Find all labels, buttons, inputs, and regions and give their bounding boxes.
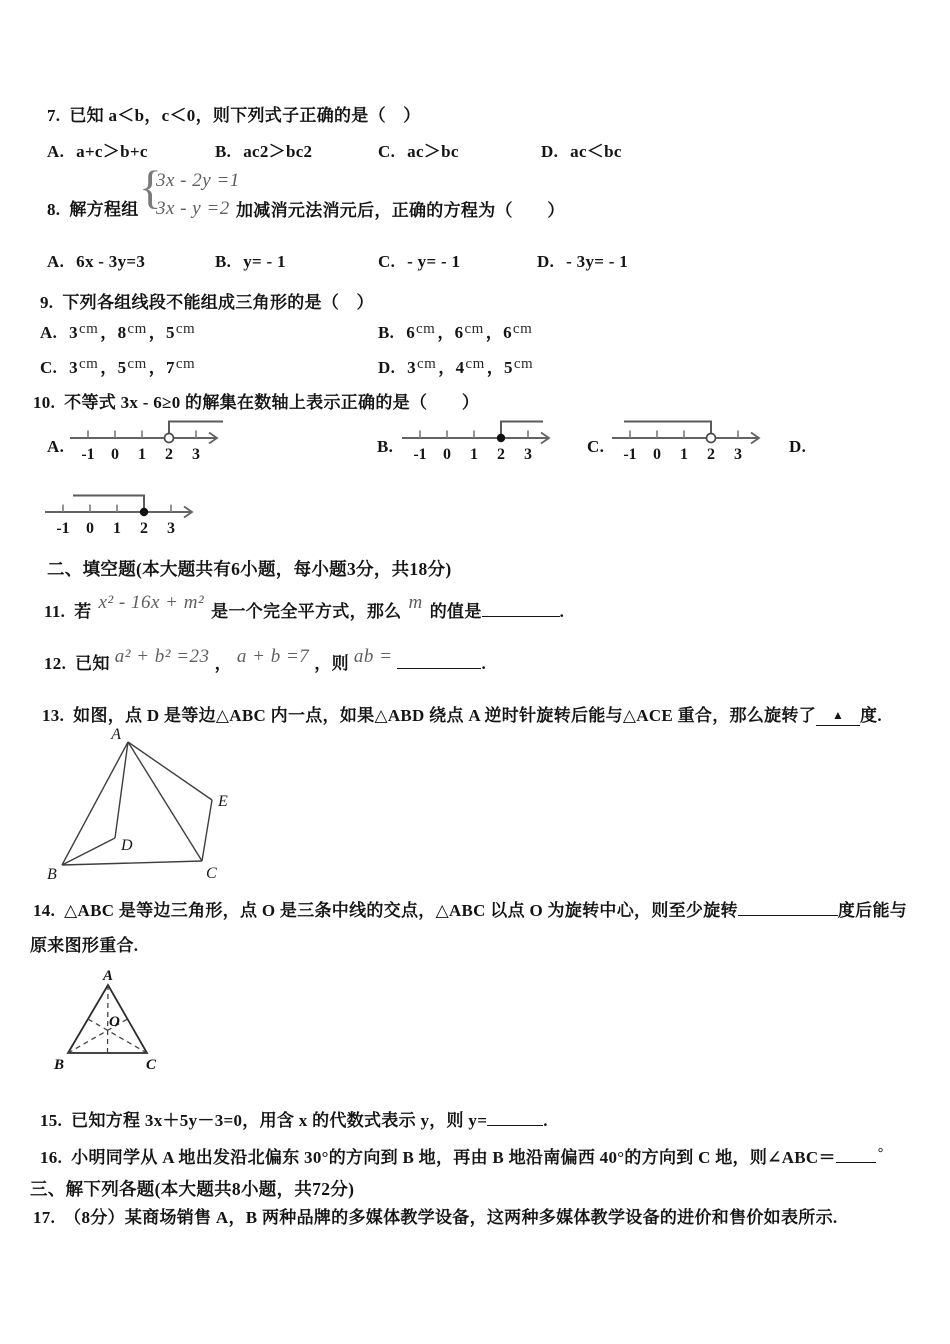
answer-blank <box>482 601 560 617</box>
unit-cm: cm <box>416 321 436 337</box>
option-label: B. <box>215 142 232 161</box>
length-value: 5 <box>504 358 513 377</box>
equation-2-text: 3x - y =2 <box>156 198 230 219</box>
length-value: 5 <box>166 323 175 342</box>
numberline-option-a <box>68 412 226 464</box>
question-number: 17. <box>33 1208 56 1227</box>
question-9-stem <box>40 288 374 313</box>
svg-text:2: 2 <box>497 446 505 463</box>
tick-labels <box>623 446 742 463</box>
separator: ， <box>148 358 167 377</box>
separator: ， <box>100 323 118 342</box>
option-text: ac＜bc <box>570 142 622 161</box>
question-number: 11. <box>44 602 66 621</box>
unit-cm: cm <box>127 356 147 372</box>
vertex-label-b: B <box>47 866 57 883</box>
option-text: y= - 1 <box>243 252 286 271</box>
period: . <box>543 1111 548 1130</box>
separator: ， <box>214 654 232 673</box>
svg-text:0: 0 <box>443 446 451 463</box>
svg-text:-1: -1 <box>413 446 427 463</box>
svg-text:-1: -1 <box>56 520 70 537</box>
question-number: 10. <box>33 393 56 412</box>
svg-text:3: 3 <box>192 446 200 463</box>
option-text: - y= - 1 <box>407 252 461 271</box>
question-text: 度. <box>860 706 882 725</box>
length-value: 4 <box>455 358 465 377</box>
q7-option-b <box>215 137 312 162</box>
separator: ， <box>438 358 456 377</box>
axis-group <box>402 422 549 444</box>
question-17 <box>33 1203 837 1228</box>
length-value: 6 <box>406 323 416 342</box>
svg-text:1: 1 <box>138 446 146 463</box>
answer-blank <box>836 1147 876 1163</box>
q8-option-c <box>378 252 460 272</box>
solution-ray-right <box>501 422 543 437</box>
question-text: 下列各组线段不能组成三角形的是（ ） <box>62 293 374 312</box>
question-text: 若 <box>74 602 92 621</box>
option-label: D. <box>541 142 559 161</box>
unit-cm: cm <box>78 356 99 372</box>
question-8-stem-post <box>236 196 565 221</box>
axis-group <box>45 496 192 518</box>
svg-text:3: 3 <box>524 446 532 463</box>
q9-option-c <box>40 353 197 378</box>
vertex-label-c: C <box>146 1057 157 1073</box>
separator: ， <box>486 358 505 377</box>
formula-a2-b2: a² + b² =23 <box>114 646 210 667</box>
length-value: 3 <box>407 358 416 377</box>
svg-text:3: 3 <box>734 446 742 463</box>
question-12 <box>44 646 487 675</box>
option-label: C. <box>40 358 58 377</box>
question-text: △ABC 是等边三角形，点 O 是三条中线的交点，△ABC 以点 O 为旋转中心，则至少旋转 <box>64 901 738 920</box>
option-text: 6x - 3y=3 <box>76 252 146 271</box>
vertex-label-d: D <box>121 837 133 854</box>
unit-cm: cm <box>175 356 196 372</box>
option-label: A. <box>40 323 58 342</box>
formula-ab: ab = <box>353 646 393 667</box>
axis-group <box>612 422 759 444</box>
vertex-label-a: A <box>111 726 121 743</box>
q8-option-b <box>215 252 286 272</box>
numberline-option-d <box>43 486 201 538</box>
length-value: 5 <box>117 358 127 377</box>
unit-cm: cm <box>513 356 534 372</box>
separator: ， <box>314 654 332 673</box>
separator: ， <box>100 358 118 377</box>
question-text: 加减消元法消元后，正确的方程为（ ） <box>236 201 565 220</box>
figure-edges <box>62 742 212 865</box>
option-label: C. <box>378 142 396 161</box>
q9-option-b <box>378 318 534 343</box>
option-text: ac＞bc <box>407 142 459 161</box>
degree-symbol: ° <box>877 1146 884 1161</box>
filled-dot-at-2 <box>497 434 505 442</box>
option-text: a+c＞b+c <box>76 142 148 161</box>
q8-option-d <box>537 252 628 272</box>
option-label: D. <box>537 252 555 271</box>
question-16 <box>40 1143 884 1168</box>
unit-cm: cm <box>416 356 437 372</box>
q7-option-c <box>378 137 459 162</box>
option-label: C. <box>378 252 396 271</box>
equation-1-text: 3x - 2y =1 <box>156 170 240 191</box>
svg-text:1: 1 <box>680 446 688 463</box>
question-text: （8分）某商场销售 A，B 两种品牌的多媒体教学设备，这两种多媒体教学设备的进价和售价如表所示. <box>64 1208 838 1227</box>
question-text: 如图，点 D 是等边△ABC 内一点，如果△ABD 绕点 A 逆时针旋转后能与△ACE 重合，那么旋转了 <box>73 706 817 725</box>
q9-option-a <box>40 318 197 343</box>
option-text: ac2＞bc2 <box>243 142 313 161</box>
option-label: B. <box>215 252 232 271</box>
numberline-option-b <box>400 412 558 464</box>
q10-option-b-label: B. <box>377 437 394 456</box>
question-text: 解方程组 <box>69 200 139 219</box>
svg-text:3: 3 <box>167 520 175 537</box>
section-2-header: 二、填空题(本大题共有6小题，每小题3分，共18分) <box>47 559 452 579</box>
length-value: 6 <box>454 323 464 342</box>
answer-blank <box>397 653 481 669</box>
q13-rotation-figure <box>45 726 250 886</box>
q9-option-d <box>378 353 535 378</box>
question-number: 12. <box>44 654 67 673</box>
question-text: 不等式 3x - 6≥0 的解集在数轴上表示正确的是（ ） <box>64 393 480 412</box>
unit-cm: cm <box>464 321 484 337</box>
question-15 <box>40 1106 548 1131</box>
figure-labels <box>53 968 157 1073</box>
unit-cm: cm <box>127 321 147 337</box>
axis-group <box>70 422 223 444</box>
system-brace: { <box>139 162 162 214</box>
tick-labels <box>81 446 200 463</box>
answer-blank <box>738 900 838 916</box>
question-number: 7. <box>47 106 61 125</box>
open-circle-at-2 <box>165 434 174 443</box>
question-number: 14. <box>33 901 56 920</box>
question-13-stem <box>42 701 882 726</box>
tick-labels <box>413 446 532 463</box>
equation-2 <box>156 198 230 220</box>
question-number: 13. <box>42 706 65 725</box>
solution-ray-left <box>624 422 711 434</box>
period: . <box>559 602 565 621</box>
option-label: D. <box>378 358 396 377</box>
solution-ray-left <box>73 496 144 511</box>
answer-blank-triangle: ▲ <box>816 708 860 726</box>
question-number: 9. <box>40 293 54 312</box>
option-label: A. <box>47 252 65 271</box>
medians-dashed <box>68 985 147 1053</box>
question-14-stem-line2: 原来图形重合. <box>30 936 139 955</box>
q10-option-c-label: C. <box>587 437 605 456</box>
svg-text:2: 2 <box>707 446 715 463</box>
q14-equilateral-triangle-figure <box>48 968 166 1076</box>
unit-cm: cm <box>465 356 485 372</box>
question-8-stem-pre <box>47 195 139 220</box>
q7-option-d <box>541 137 622 162</box>
vertex-label-b: B <box>54 1057 65 1073</box>
question-text: 度后能与 <box>837 901 908 920</box>
svg-text:1: 1 <box>113 520 121 537</box>
separator: ， <box>437 323 455 342</box>
vertex-label-a: A <box>102 968 114 984</box>
question-text: 的值是 <box>429 602 482 621</box>
question-number: 8. <box>47 200 61 219</box>
q10-option-d-label: D. <box>789 437 807 456</box>
option-label: A. <box>47 142 65 161</box>
filled-dot-at-2 <box>140 508 148 516</box>
answer-blank <box>487 1110 543 1126</box>
svg-text:0: 0 <box>111 446 119 463</box>
vertex-label-c: C <box>206 865 217 882</box>
equation-1 <box>156 170 240 192</box>
question-10-stem <box>33 388 479 413</box>
tick-labels <box>56 520 175 537</box>
q10-option-a-label: A. <box>47 437 65 456</box>
question-text: 已知 <box>75 654 110 673</box>
option-text: - 3y= - 1 <box>566 252 629 271</box>
formula-x2-16x-m2: x² - 16x + m² <box>98 592 205 613</box>
separator: ， <box>148 323 167 342</box>
formula-a-plus-b: a + b =7 <box>236 646 310 667</box>
svg-text:0: 0 <box>653 446 661 463</box>
question-number: 16. <box>40 1148 63 1167</box>
period: . <box>481 654 487 673</box>
q8-option-a <box>47 252 145 272</box>
question-11 <box>44 592 565 623</box>
q7-option-a <box>47 137 148 162</box>
unit-cm: cm <box>175 321 196 337</box>
unit-cm: cm <box>512 321 533 337</box>
svg-text:-1: -1 <box>623 446 637 463</box>
svg-text:-1: -1 <box>81 446 95 463</box>
question-text: 已知方程 3x＋5y－3=0，用含 x 的代数式表示 y，则 y= <box>71 1111 488 1130</box>
formula-m: m <box>408 592 423 613</box>
open-circle-at-2 <box>707 434 716 443</box>
question-text: 则 <box>331 654 349 673</box>
length-value: 6 <box>503 323 512 342</box>
svg-text:2: 2 <box>165 446 173 463</box>
question-text: 是一个完全平方式，那么 <box>211 602 402 621</box>
centroid-label-o: O <box>109 1014 120 1030</box>
question-14-stem-line1 <box>33 896 907 921</box>
option-label: B. <box>378 323 395 342</box>
length-value: 8 <box>117 323 127 342</box>
svg-text:0: 0 <box>86 520 94 537</box>
question-number: 15. <box>40 1111 63 1130</box>
length-value: 3 <box>69 323 78 342</box>
unit-cm: cm <box>78 321 99 337</box>
svg-text:2: 2 <box>140 520 148 537</box>
question-text: 小明同学从 A 地出发沿北偏东 30°的方向到 B 地，再由 B 地沿南偏西 40°的方向到 C 地，则∠ABC＝ <box>71 1148 836 1167</box>
vertex-label-e: E <box>218 793 228 810</box>
numberline-option-c <box>610 412 768 464</box>
length-value: 7 <box>166 358 175 377</box>
separator: ， <box>485 323 504 342</box>
section-3-header: 三、解下列各题(本大题共8小题，共72分) <box>30 1179 355 1199</box>
svg-text:1: 1 <box>470 446 478 463</box>
question-text: 已知 a＜b，c＜0，则下列式子正确的是（ ） <box>69 106 421 125</box>
length-value: 3 <box>69 358 78 377</box>
question-7-stem <box>47 101 421 126</box>
